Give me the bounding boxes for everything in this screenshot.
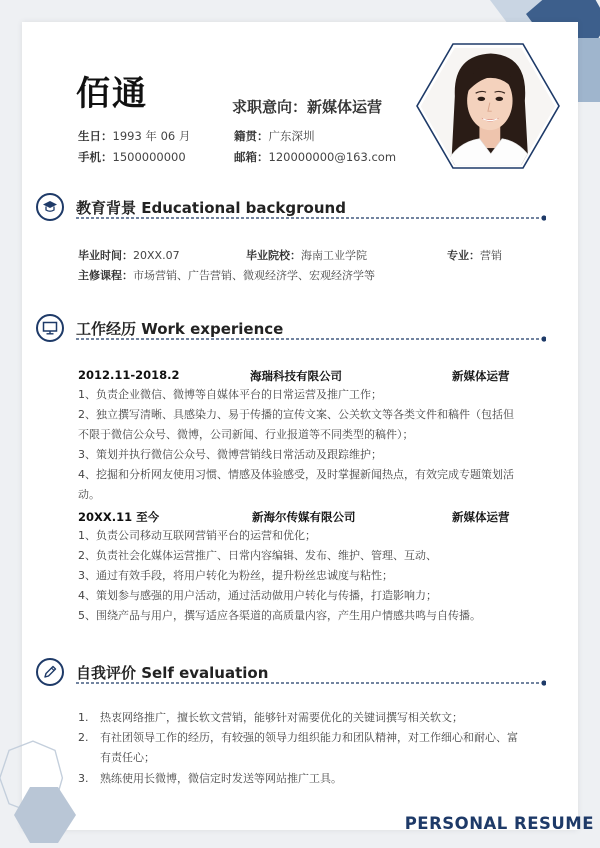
- grad-time-label: 毕业时间：: [78, 249, 133, 262]
- section-divider: [76, 336, 546, 342]
- section-divider: [76, 680, 546, 686]
- origin-info: [234, 128, 315, 144]
- origin-value: 广东深圳: [268, 129, 315, 143]
- education-section-header: [36, 193, 550, 227]
- phone-info: [78, 149, 186, 165]
- birth-info: [78, 128, 190, 144]
- job-duty: 2、独立撰写清晰、具感染力、易于传播的宣传文案、公关软文等各类文件和稿件（包括但不限于微信公众号、微博，公司新闻、行业报道等不同类型的稿件）；: [78, 408, 514, 441]
- pencil-icon: [36, 658, 64, 686]
- major: [447, 247, 502, 263]
- self-eval-text: 熟练使用长微博，微信定时发送等网站推广工具。: [100, 772, 342, 785]
- job-duty: 3、通过有效手段，将用户转化为粉丝，提升粉丝忠诚度与粘性；: [78, 569, 393, 582]
- self-eval-num: 2.: [78, 731, 89, 744]
- job-duty: 1、负责企业微信、微博等自媒体平台的日常运营及推广工作；: [78, 388, 382, 401]
- grad-school: [246, 247, 367, 263]
- job-duty: 1、负责公司移动互联网营销平台的运营和优化；: [78, 529, 316, 542]
- grad-school-value: 海南工业学院: [301, 249, 367, 262]
- education-title: 教育背景 Educational background: [76, 199, 346, 217]
- job-position: 新媒体运营: [452, 510, 510, 524]
- self-eval-item: [78, 769, 523, 789]
- work-title: 工作经历 Work experience: [76, 320, 284, 338]
- birth-value: 1993 年 06 月: [112, 129, 191, 143]
- grad-time: [78, 247, 180, 263]
- job-company: 新海尔传媒有限公司: [252, 510, 356, 524]
- self-section-header: [36, 658, 550, 692]
- self-eval-item: [78, 728, 523, 768]
- graduation-cap-icon: [36, 193, 64, 221]
- email-label: 邮箱：: [234, 150, 269, 164]
- job-duty: 4、挖掘和分析网友使用习惯、情感及体验感受，及时掌握新闻热点，有效完成专题策划活动。: [78, 468, 514, 501]
- candidate-name: 佰通: [76, 74, 148, 114]
- self-eval-num: 3.: [78, 772, 89, 785]
- courses: [78, 267, 375, 283]
- profile-photo: [413, 40, 563, 172]
- job-duty: 4、策划参与感强的用户活动，通过活动做用户转化与传播，打造影响力；: [78, 589, 437, 602]
- work-section-header: [36, 314, 550, 348]
- self-eval-num: 1.: [78, 711, 89, 724]
- footer-personal-resume: PERSONAL RESUME: [404, 814, 594, 833]
- decorative-hexagons-bottom: [0, 735, 90, 848]
- job-duty: 3、策划并执行微信公众号、微博营销线日常活动及跟踪维护；: [78, 448, 382, 461]
- major-label: 专业：: [447, 249, 480, 262]
- email-info: [234, 149, 396, 165]
- self-title: 自我评价 Self evaluation: [76, 664, 269, 682]
- grad-school-label: 毕业院校：: [246, 249, 301, 262]
- self-eval-text: 热衷网络推广，擅长软文营销，能够针对需要优化的关键词撰写相关软文；: [100, 711, 463, 724]
- self-eval-text: 有社团领导工作的经历，有较强的领导力组织能力和团队精神，对工作细心和耐心、富有责任心；: [100, 731, 518, 764]
- job-duty: 2、负责社会化媒体运营推广、日常内容编辑、发布、维护、管理、互动、: [78, 549, 437, 562]
- job-period: 2012.11-2018.2: [78, 368, 180, 382]
- section-divider: [76, 215, 546, 221]
- phone-label: 手机：: [78, 150, 113, 164]
- job-position: 新媒体运营: [452, 369, 510, 383]
- birth-label: 生日：: [78, 129, 113, 143]
- grad-time-value: 20XX.07: [133, 249, 180, 262]
- job-intention: 求职意向：新媒体运营: [232, 98, 383, 116]
- courses-label: 主修课程：: [78, 269, 133, 282]
- phone-value: 1500000000: [112, 150, 186, 164]
- job-duty: 5、围绕产品与用户，撰写适应各渠道的高质量内容，产生用户情感共鸣与自传播。: [78, 609, 481, 622]
- job-company: 海瑞科技有限公司: [250, 369, 342, 383]
- self-eval-item: [78, 708, 523, 728]
- monitor-icon: [36, 314, 64, 342]
- job-period: 20XX.11 至今: [78, 510, 160, 524]
- major-value: 营销: [480, 249, 502, 262]
- email-value: 120000000@163.com: [268, 150, 397, 164]
- courses-value: 市场营销、广告营销、微观经济学、宏观经济学等: [133, 269, 375, 282]
- origin-label: 籍贯：: [234, 129, 269, 143]
